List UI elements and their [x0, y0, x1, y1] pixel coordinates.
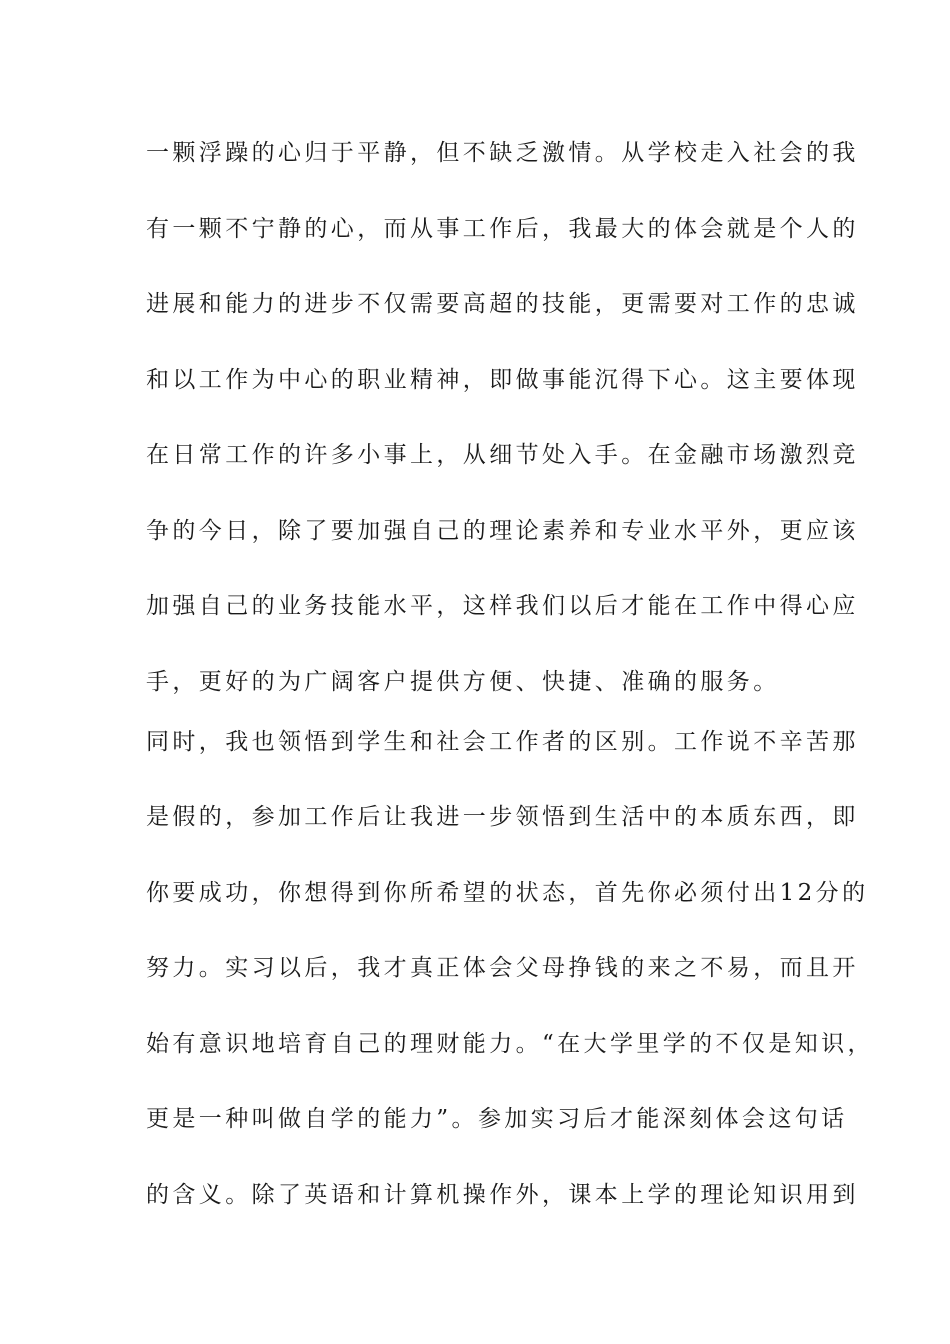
text-line: 在日常工作的许多小事上，从细节处入手。在金融市场激烈竞 [146, 442, 859, 468]
text-line: 是假的，参加工作后让我进一步领悟到生活中的本质东西，即 [146, 804, 859, 830]
text-line: 努力。实习以后，我才真正体会父母挣钱的来之不易，而且开 [146, 955, 859, 981]
text-line: 进展和能力的进步不仅需要高超的技能，更需要对工作的忠诚 [146, 291, 859, 317]
text-line: 你要成功，你想得到你所希望的状态，首先你必须付出12分的 [146, 879, 869, 906]
text-line: 手，更好的为广阔客户提供方便、快捷、准确的服务。 [146, 668, 780, 695]
text-line: 的含义。除了英语和计算机操作外，课本上学的理论知识用到 [146, 1181, 859, 1208]
text-line: 更是一种叫做自学的能力”。参加实习后才能深刻体会这句话 [146, 1106, 848, 1132]
text-line: 争的今日，除了要加强自己的理论素养和专业水平外，更应该 [146, 517, 859, 544]
body-text [146, 128, 874, 1245]
text-line: 加强自己的业务技能水平，这样我们以后才能在工作中得心应 [146, 593, 859, 619]
text-line: 同时，我也领悟到学生和社会工作者的区别。工作说不辛苦那 [146, 728, 859, 755]
text-line: 和以工作为中心的职业精神，即做事能沉得下心。这主要体现 [146, 366, 859, 393]
text-line: 始有意识地培育自己的理财能力。“在大学里学的不仅是知识， [146, 1030, 874, 1057]
text-line: 有一颗不宁静的心，而从事工作后，我最大的体会就是个人的 [146, 215, 859, 242]
text-line: 一颗浮躁的心归于平静，但不缺乏激情。从学校走入社会的我 [146, 140, 859, 166]
